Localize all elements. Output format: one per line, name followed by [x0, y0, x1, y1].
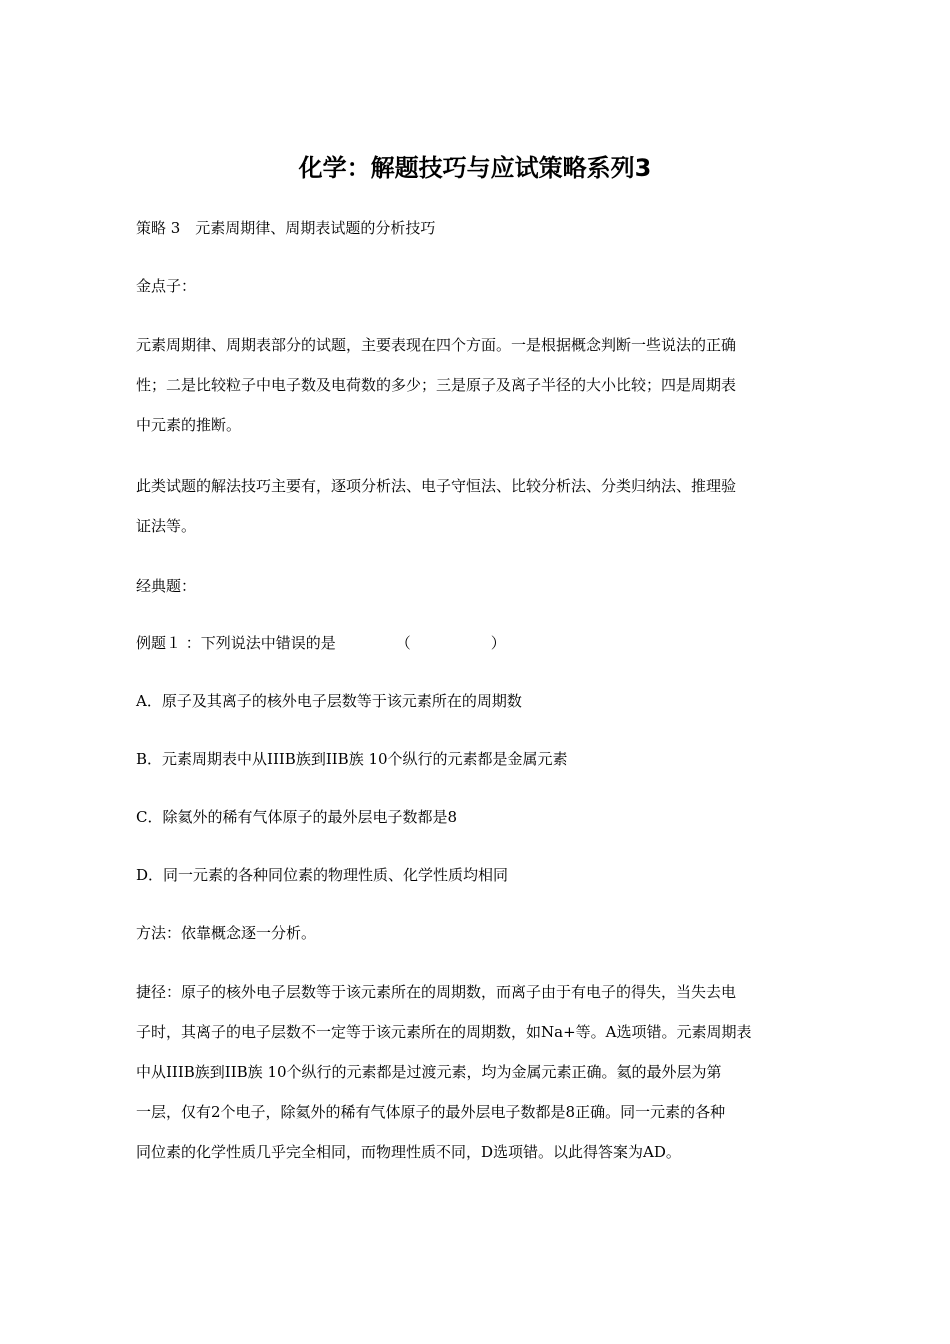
- intro-line: 元素周期律、周期表部分的试题，主要表现在四个方面。一是根据概念判断一些说法的正确: [136, 336, 737, 354]
- shortcut-line: 一层，仅有2个电子，除氦外的稀有气体原子的最外层电子数都是8正确。同一元素的各种: [136, 1103, 726, 1121]
- classic-label: 经典题：: [136, 577, 197, 595]
- intro-line: 性；二是比较粒子中电子数及电荷数的多少；三是原子及离子半径的大小比较；四是周期表: [136, 376, 737, 394]
- option-a: A．原子及其离子的核外电子层数等于该元素所在的周期数: [136, 692, 522, 710]
- methods-paragraph: [136, 466, 816, 546]
- shortcut-line: 中从IIIB族到IIB族 10个纵行的元素都是过渡元素，均为金属元素正确。氦的最外层为第: [136, 1063, 722, 1081]
- methods-line: 此类试题的解法技巧主要有，逐项分析法、电子守恒法、比较分析法、分类归纳法、推理验: [136, 477, 737, 495]
- option-c: C．除氦外的稀有气体原子的最外层电子数都是8: [136, 808, 458, 826]
- example-question: [136, 623, 816, 663]
- intro-line: 中元素的推断。: [136, 416, 242, 434]
- option-b: B．元素周期表中从IIIB族到IIB族 10个纵行的元素都是金属元素: [136, 750, 568, 768]
- shortcut-line: 子时，其离子的电子层数不一定等于该元素所在的周期数，如Na+等。A选项错。元素周期表: [136, 1023, 752, 1041]
- methods-line: 证法等。: [136, 517, 197, 535]
- example-prompt: 例题１ ：下列说法中错误的是: [136, 634, 336, 652]
- shortcut-paragraph: [136, 972, 816, 1172]
- document-title: 化学：解题技巧与应试策略系列3: [298, 154, 652, 182]
- golden-label: 金点子：: [136, 277, 197, 295]
- strategy-heading: 策略 3 元素周期律、周期表试题的分析技巧: [136, 219, 436, 237]
- answer-paren-open: （: [395, 634, 411, 652]
- option-d: D．同一元素的各种同位素的物理性质、化学性质均相同: [136, 866, 509, 884]
- shortcut-line: 同位素的化学性质几乎完全相同，而物理性质不同，D选项错。以此得答案为AD。: [136, 1143, 681, 1161]
- method-line: 方法：依靠概念逐一分析。: [136, 924, 317, 942]
- answer-paren-close: ）: [490, 634, 506, 652]
- intro-paragraph: [136, 325, 816, 445]
- shortcut-line: 捷径：原子的核外电子层数等于该元素所在的周期数，而离子由于有电子的得失，当失去电: [136, 983, 737, 1001]
